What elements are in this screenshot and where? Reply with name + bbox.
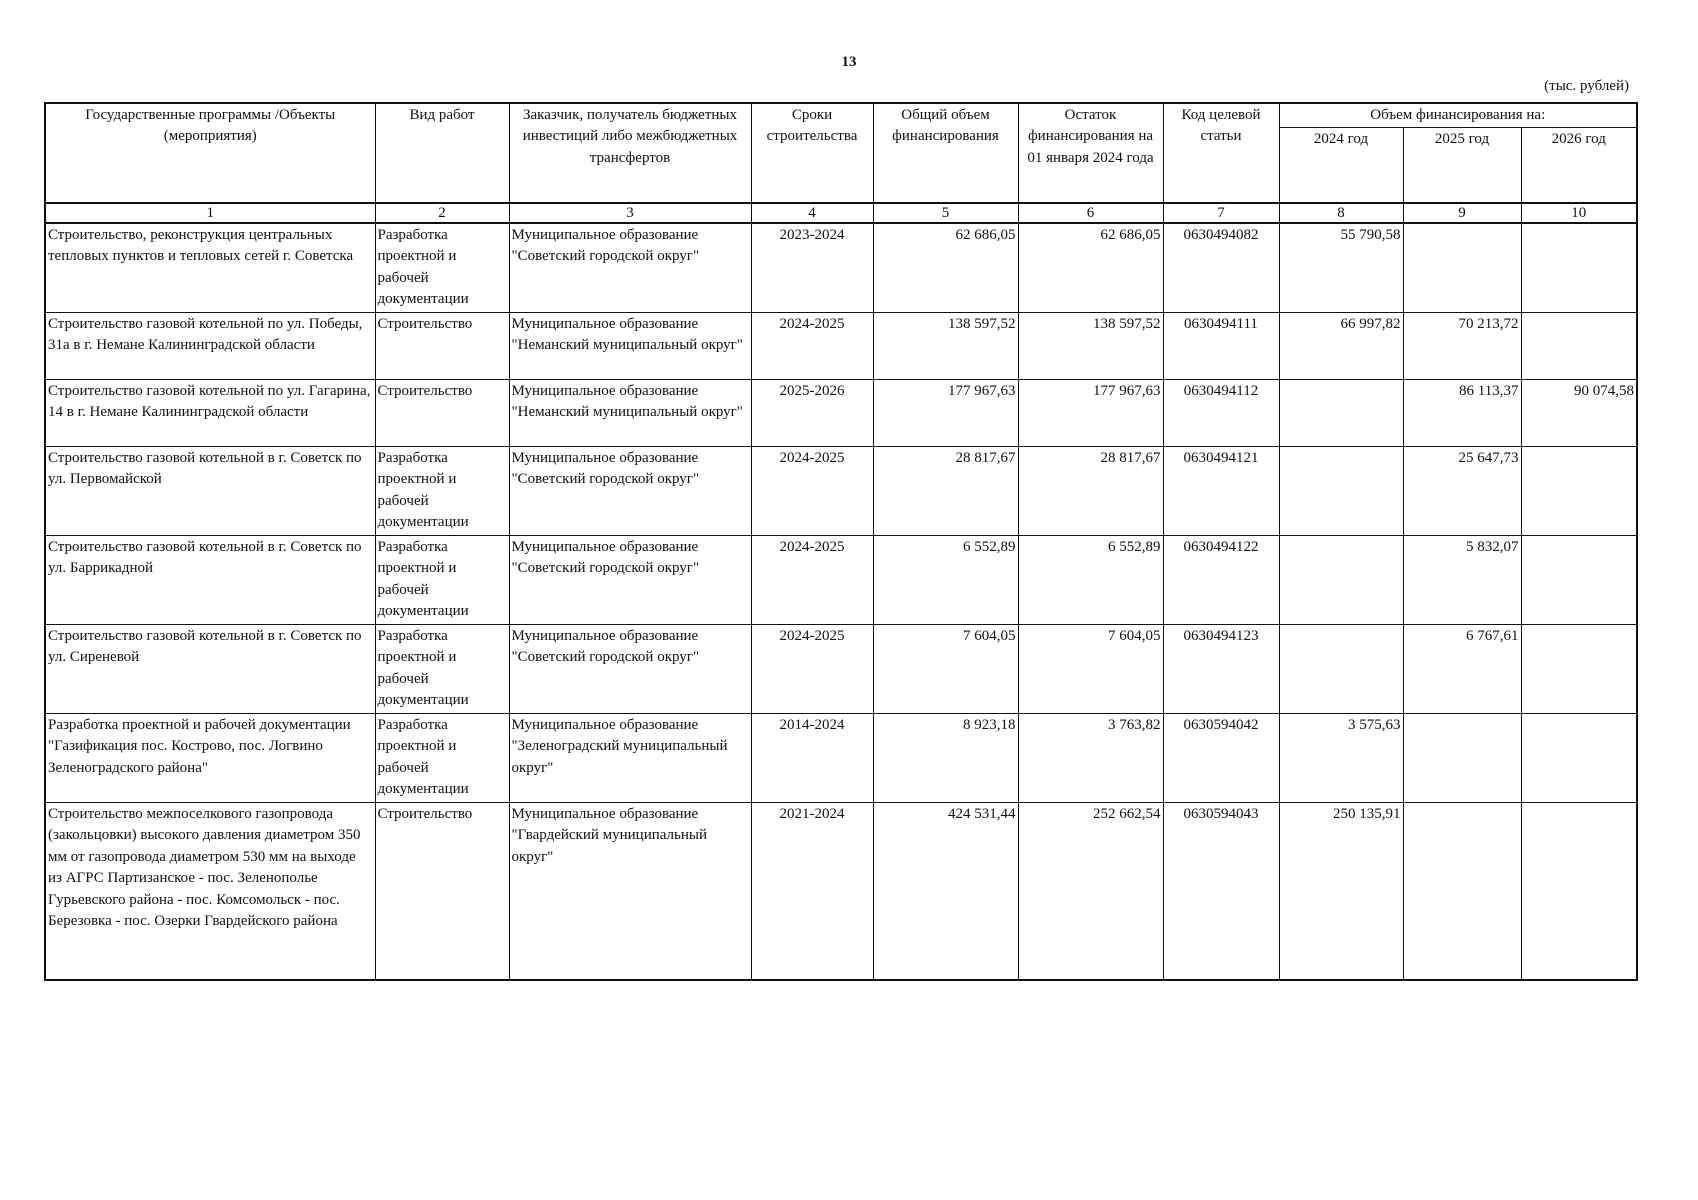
header-remainder: Остаток финансирования на 01 января 2024 года	[1018, 103, 1163, 203]
period: 2024-2025	[751, 446, 873, 535]
amount-2025	[1403, 223, 1521, 312]
column-number: 2	[375, 203, 509, 223]
remainder-amount: 6 552,89	[1018, 535, 1163, 624]
amount-2024	[1279, 446, 1403, 535]
table-row	[45, 379, 1637, 446]
total-amount: 62 686,05	[873, 223, 1018, 312]
target-code: 0630494082	[1163, 223, 1279, 312]
period: 2021-2024	[751, 802, 873, 980]
amount-2024: 250 135,91	[1279, 802, 1403, 980]
column-number: 7	[1163, 203, 1279, 223]
header-programs: Государственные программы /Объекты (мероприятия)	[45, 103, 375, 203]
remainder-amount: 7 604,05	[1018, 624, 1163, 713]
table-row	[45, 802, 1637, 980]
header-year-2024: 2024 год	[1279, 128, 1403, 203]
amount-2026	[1521, 713, 1637, 802]
amount-2025: 86 113,37	[1403, 379, 1521, 446]
table-row	[45, 223, 1637, 312]
work-type: Строительство	[375, 312, 509, 379]
amount-2025: 5 832,07	[1403, 535, 1521, 624]
customer: Муниципальное образование "Зеленоградский муниципальный округ"	[509, 713, 751, 802]
amount-2024: 66 997,82	[1279, 312, 1403, 379]
target-code: 0630494111	[1163, 312, 1279, 379]
object-name: Строительство газовой котельной в г. Советск по ул. Первомайской	[45, 446, 375, 535]
amount-2025: 6 767,61	[1403, 624, 1521, 713]
period: 2014-2024	[751, 713, 873, 802]
header-period: Сроки строительства	[751, 103, 873, 203]
object-name: Строительство, реконструкция центральных тепловых пунктов и тепловых сетей г. Советска	[45, 223, 375, 312]
column-number: 5	[873, 203, 1018, 223]
amount-2026	[1521, 624, 1637, 713]
customer: Муниципальное образование "Советский городской округ"	[509, 223, 751, 312]
work-type: Строительство	[375, 802, 509, 980]
remainder-amount: 62 686,05	[1018, 223, 1163, 312]
work-type: Разработка проектной и рабочей документации	[375, 223, 509, 312]
object-name: Строительство газовой котельной по ул. Победы, 31а в г. Немане Калининградской области	[45, 312, 375, 379]
customer: Муниципальное образование "Неманский муниципальный округ"	[509, 379, 751, 446]
object-name: Строительство газовой котельной по ул. Гагарина, 14 в г. Немане Калининградской области	[45, 379, 375, 446]
total-amount: 8 923,18	[873, 713, 1018, 802]
amount-2024	[1279, 379, 1403, 446]
column-number: 6	[1018, 203, 1163, 223]
financing-table	[44, 102, 1638, 981]
amount-2024: 3 575,63	[1279, 713, 1403, 802]
amount-2025	[1403, 802, 1521, 980]
column-number: 1	[45, 203, 375, 223]
amount-2025	[1403, 713, 1521, 802]
target-code: 0630494123	[1163, 624, 1279, 713]
work-type: Разработка проектной и рабочей документации	[375, 535, 509, 624]
amount-2025: 70 213,72	[1403, 312, 1521, 379]
period: 2024-2025	[751, 535, 873, 624]
object-name: Разработка проектной и рабочей документации "Газификация пос. Кострово, пос. Логвино Зеленоградского района"	[45, 713, 375, 802]
units-label: (тыс. рублей)	[1544, 78, 1629, 94]
header-customer: Заказчик, получатель бюджетных инвестиций либо межбюджетных трансфертов	[509, 103, 751, 203]
header-financing-group: Объем финансирования на:	[1279, 103, 1637, 128]
amount-2024: 55 790,58	[1279, 223, 1403, 312]
customer: Муниципальное образование "Советский городской округ"	[509, 446, 751, 535]
customer: Муниципальное образование "Советский городской округ"	[509, 535, 751, 624]
work-type: Строительство	[375, 379, 509, 446]
table-row	[45, 624, 1637, 713]
work-type: Разработка проектной и рабочей документации	[375, 446, 509, 535]
column-numbers-row	[45, 203, 1637, 223]
period: 2024-2025	[751, 312, 873, 379]
table-header	[45, 103, 1637, 223]
period: 2024-2025	[751, 624, 873, 713]
amount-2026	[1521, 535, 1637, 624]
amount-2026: 90 074,58	[1521, 379, 1637, 446]
remainder-amount: 177 967,63	[1018, 379, 1163, 446]
target-code: 0630494112	[1163, 379, 1279, 446]
column-number: 3	[509, 203, 751, 223]
amount-2024	[1279, 535, 1403, 624]
table-row	[45, 446, 1637, 535]
column-number: 8	[1279, 203, 1403, 223]
target-code: 0630594043	[1163, 802, 1279, 980]
period: 2023-2024	[751, 223, 873, 312]
amount-2026	[1521, 312, 1637, 379]
total-amount: 138 597,52	[873, 312, 1018, 379]
target-code: 0630494121	[1163, 446, 1279, 535]
header-code: Код целевой статьи	[1163, 103, 1279, 203]
column-number: 9	[1403, 203, 1521, 223]
object-name: Строительство межпоселкового газопровода (закольцовки) высокого давления диаметром 350 мм от газопровода диаметром 530 мм на выходе из АГРС Партизанское - пос. Зеленополье Гурьевского района - пос. Комсомольск - пос. Березовка - пос. Озерки Гвардейского района	[45, 802, 375, 980]
page-number: 13	[841, 54, 857, 70]
work-type: Разработка проектной и рабочей документации	[375, 624, 509, 713]
header-year-2026: 2026 год	[1521, 128, 1637, 203]
period: 2025-2026	[751, 379, 873, 446]
amount-2024	[1279, 624, 1403, 713]
column-number: 4	[751, 203, 873, 223]
object-name: Строительство газовой котельной в г. Советск по ул. Сиреневой	[45, 624, 375, 713]
table-row	[45, 312, 1637, 379]
column-number: 10	[1521, 203, 1637, 223]
remainder-amount: 28 817,67	[1018, 446, 1163, 535]
total-amount: 6 552,89	[873, 535, 1018, 624]
target-code: 0630594042	[1163, 713, 1279, 802]
total-amount: 177 967,63	[873, 379, 1018, 446]
remainder-amount: 138 597,52	[1018, 312, 1163, 379]
amount-2026	[1521, 446, 1637, 535]
table-row	[45, 535, 1637, 624]
customer: Муниципальное образование "Гвардейский муниципальный округ"	[509, 802, 751, 980]
amount-2025: 25 647,73	[1403, 446, 1521, 535]
header-work-type: Вид работ	[375, 103, 509, 203]
amount-2026	[1521, 223, 1637, 312]
customer: Муниципальное образование "Неманский муниципальный округ"	[509, 312, 751, 379]
remainder-amount: 3 763,82	[1018, 713, 1163, 802]
total-amount: 7 604,05	[873, 624, 1018, 713]
total-amount: 28 817,67	[873, 446, 1018, 535]
header-year-2025: 2025 год	[1403, 128, 1521, 203]
amount-2026	[1521, 802, 1637, 980]
object-name: Строительство газовой котельной в г. Советск по ул. Баррикадной	[45, 535, 375, 624]
work-type: Разработка проектной и рабочей документации	[375, 713, 509, 802]
table-row	[45, 713, 1637, 802]
header-total: Общий объем финансирования	[873, 103, 1018, 203]
total-amount: 424 531,44	[873, 802, 1018, 980]
table-body	[45, 223, 1637, 980]
customer: Муниципальное образование "Советский городской округ"	[509, 624, 751, 713]
target-code: 0630494122	[1163, 535, 1279, 624]
remainder-amount: 252 662,54	[1018, 802, 1163, 980]
